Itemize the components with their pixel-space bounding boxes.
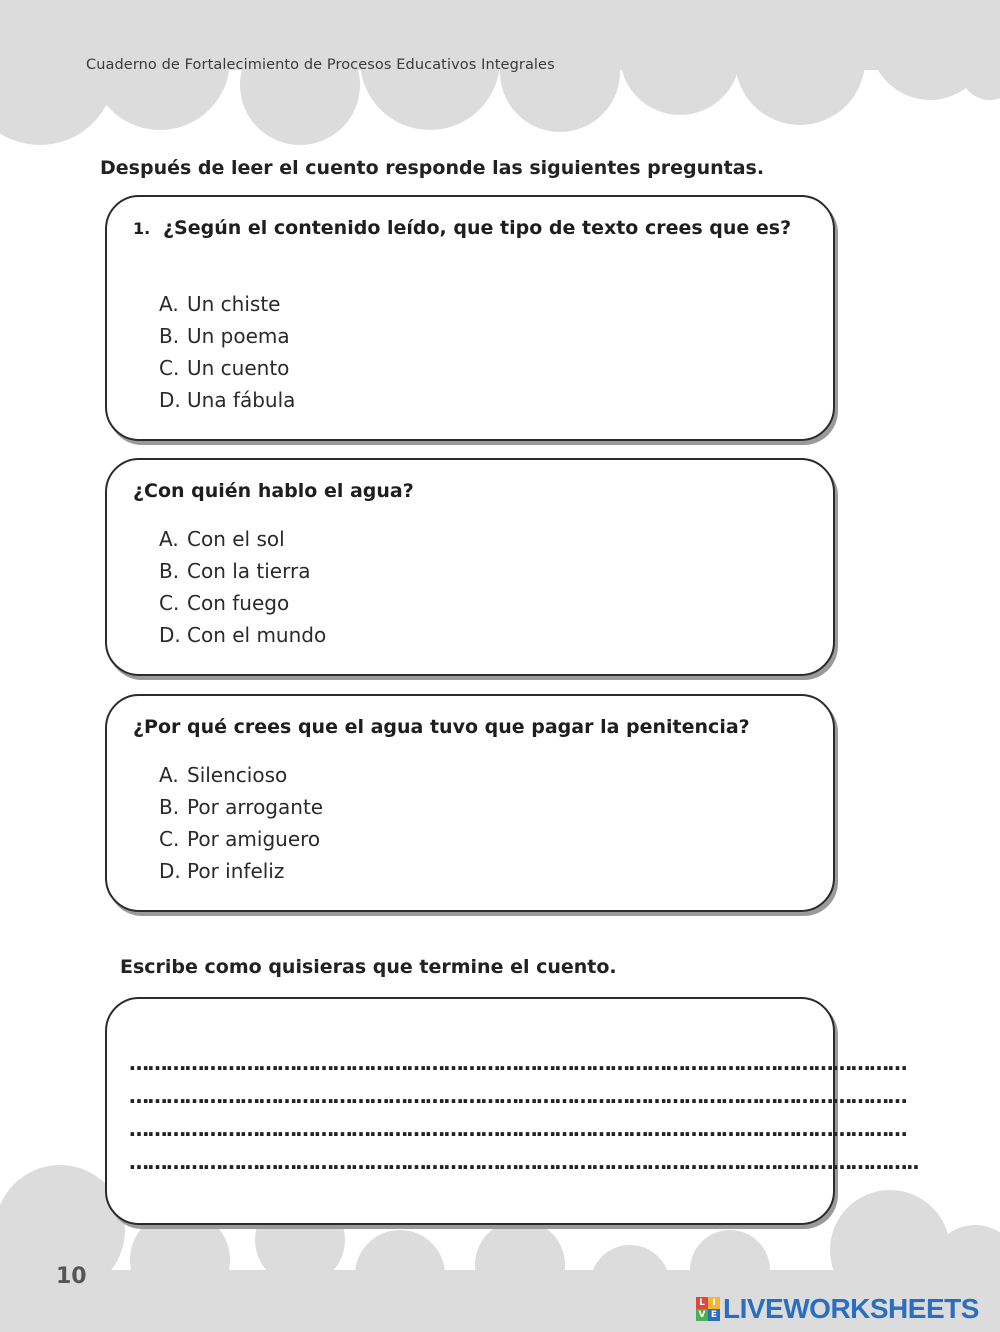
- option-a[interactable]: [159, 759, 323, 791]
- option-letter: D.: [159, 859, 181, 883]
- writing-line-1[interactable]: ………………………………………………………………………………………………………………: [129, 1051, 906, 1075]
- option-d[interactable]: [159, 855, 323, 887]
- options-list: [159, 288, 295, 416]
- option-c[interactable]: [159, 587, 326, 619]
- option-letter: C.: [159, 356, 180, 380]
- option-letter: C.: [159, 827, 180, 851]
- option-letter: B.: [159, 795, 180, 819]
- question-box-3: [105, 694, 835, 912]
- option-letter: B.: [159, 559, 180, 583]
- options-list: [159, 523, 326, 651]
- writing-box[interactable]: [105, 997, 919, 1225]
- option-letter: B.: [159, 324, 180, 348]
- writing-line-3[interactable]: ………………………………………………………………………………………………………………: [129, 1117, 906, 1141]
- option-b[interactable]: [159, 320, 295, 352]
- option-text: Con el sol: [187, 527, 285, 551]
- option-text: Un poema: [187, 324, 290, 348]
- option-text: Por amiguero: [187, 827, 321, 851]
- brand-name: LIVEWORKSHEETS: [723, 1293, 979, 1324]
- option-d[interactable]: [159, 384, 295, 416]
- brand-mark: [696, 1293, 979, 1325]
- question-title: ¿Con quién hablo el agua?: [133, 480, 414, 502]
- option-letter: D.: [159, 623, 181, 647]
- option-c[interactable]: [159, 352, 295, 384]
- option-text: Con la tierra: [187, 559, 311, 583]
- option-b[interactable]: [159, 791, 323, 823]
- question-title: [133, 217, 791, 239]
- option-letter: D.: [159, 388, 181, 412]
- options-list: [159, 759, 323, 887]
- logo-tile-l: L: [696, 1297, 708, 1309]
- option-text: Un cuento: [187, 356, 290, 380]
- question-text: ¿Según el contenido leído, que tipo de texto crees que es?: [163, 217, 792, 239]
- option-a[interactable]: [159, 523, 326, 555]
- liveworksheets-logo-icon: [696, 1297, 720, 1321]
- option-text: Por arrogante: [187, 795, 324, 819]
- writing-line-2[interactable]: ………………………………………………………………………………………………………………: [129, 1084, 906, 1108]
- option-text: Una fábula: [187, 388, 296, 412]
- logo-tile-i: I: [708, 1297, 720, 1309]
- question-title: ¿Por qué crees que el agua tuvo que pagar la penitencia?: [133, 716, 750, 738]
- header-title: Cuaderno de Fortalecimiento de Procesos Educativos Integrales: [86, 57, 555, 73]
- option-text: Un chiste: [187, 292, 281, 316]
- question-number: 1.: [133, 219, 151, 238]
- option-text: Con el mundo: [187, 623, 327, 647]
- option-text: Silencioso: [187, 763, 288, 787]
- instruction-intro: Después de leer el cuento responde las siguientes preguntas.: [100, 157, 765, 179]
- logo-tile-v: V: [696, 1309, 708, 1321]
- option-letter: A.: [159, 763, 179, 787]
- question-box-2: [105, 458, 835, 676]
- option-a[interactable]: [159, 288, 295, 320]
- option-letter: A.: [159, 292, 179, 316]
- option-c[interactable]: [159, 823, 323, 855]
- writing-line-4[interactable]: ………………………………………………………………………………………………………………..: [129, 1150, 919, 1174]
- instruction-writing: Escribe como quisieras que termine el cuento.: [120, 956, 617, 978]
- option-d[interactable]: [159, 619, 326, 651]
- option-letter: A.: [159, 527, 179, 551]
- logo-tile-e: E: [708, 1309, 720, 1321]
- option-letter: C.: [159, 591, 180, 615]
- option-b[interactable]: [159, 555, 326, 587]
- option-text: Por infeliz: [187, 859, 285, 883]
- question-box-1: [105, 195, 835, 441]
- page-number: 10: [56, 1264, 87, 1289]
- option-text: Con fuego: [187, 591, 290, 615]
